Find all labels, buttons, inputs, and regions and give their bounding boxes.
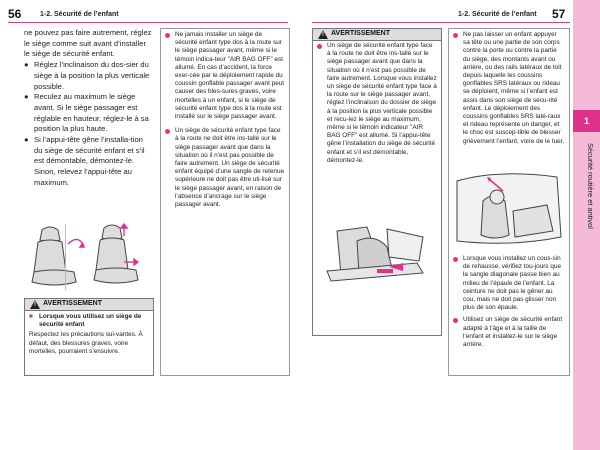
child-seat-illustration	[317, 223, 435, 285]
bullet-dot-icon	[453, 33, 458, 38]
warning-box-left	[24, 298, 154, 376]
warning-subhead: ■ Lorsque vous utilisez un siège de sécurité enfant	[29, 313, 142, 329]
child-airbag-illustration	[453, 171, 565, 251]
bullet-dot-icon: ●	[24, 135, 29, 145]
warning-continued-right	[448, 28, 570, 376]
bullet-dot-icon	[317, 44, 322, 49]
list-item: Lorsque vous installez un cous-sin de rehausse, vérifiez tou-jours que la sangle diagonale passe bien au milieu de l’épaule de l’enfant. La ceinture ne doit pas le gêner au cou, mais ne doit pas glisser non plus de son épaule.	[453, 255, 565, 312]
list-item: Un siège de sécurité enfant type face à la route ne doit être ins-tallé sur le siège passager avant que dans la situation où il n’est pas possible de faire autrement. Un siège de sécurité enfant équipé d’une sangle de retenue supérieure ne doit pas être uti-lisé sur le siège passager avant, en raison de l’absence d’ancrage sur le siège passager avant.	[165, 127, 285, 209]
page-number-right: 57	[552, 7, 566, 21]
warning-continued-left	[160, 28, 290, 376]
intro-text: ne pouvez pas faire autrement, réglez le siège comme suit avant d’installer le siège de sécurité enfant.	[24, 28, 152, 59]
page-number-left: 56	[8, 7, 22, 21]
list-item: ● Si l’appui-tête gêne l’installa-tion du siège de sécurité enfant et s’il est démontable, démontez-le. Sinon, relevez l’appui-tête au maximum.	[24, 135, 145, 187]
list-item: ● Reculez au maximum le siège avant. Si le siège passager est réglable en hauteur, réglez-le à sa position la plus haute.	[24, 92, 149, 134]
warning-header: ! AVERTISSEMENT	[25, 299, 153, 311]
side-section-label: Sécurité routière et antivol	[586, 143, 595, 229]
list-item: Ne jamais installer un siège de sécurité enfant type dos à la route sur le siège passager avant, même si le témoin indica-teur "AIR BAG OFF" est allumé. En cas d’accident, la force exer-cée par le déploiement rapide du coussin gonflable passager avant peut causer des bles-sures graves, voire mortelles à un enfant, si le siège de sécurité enfant type dos à la route est installé sur le siège passager avant.	[165, 31, 285, 121]
chapter-title-left: 1-2. Sécurité de l’enfant	[40, 11, 119, 18]
bullet-dot-icon	[453, 257, 458, 262]
bullet-dot-icon	[453, 318, 458, 323]
chapter-title-right: 1-2. Sécurité de l’enfant	[458, 11, 537, 18]
left-column-1	[24, 28, 152, 189]
list-item: ● Réglez l’inclinaison du dos-sier du siège à la position la plus verticale possible.	[24, 60, 150, 91]
bullet-dot-icon	[165, 33, 170, 38]
warning-icon: !	[318, 30, 328, 39]
bullet-dot-icon: ●	[24, 92, 29, 102]
chapter-tab-number: 1	[573, 110, 600, 132]
list-item: Ne pas laisser un enfant appuyer sa tête ou une partie de son corps contre la porte ou contre la partie du siège, des montants avant ou arrière, ou des rails latéraux de toit depuis laquelle les coussins gonflables SRS latéraux ou rideau se déploient, même si l’enfant est assis dans son siège de sécu-rité enfant. Le déploiement des coussins gonflables SRS laté-raux et rideau représente un danger, et le choc est suscep-tible de blesser grièvement l’enfant, voire de le tuer.	[453, 31, 565, 146]
list-item: Utilisez un siège de sécurité enfant adapté à l’âge et à la taille de l’enfant et installez-le sur le siège arrière.	[453, 316, 565, 349]
warning-icon: !	[30, 300, 40, 309]
warning-text: Respectez les précautions sui-vantes. À défaut, des blessures graves, voire mortelles, pourraient s’ensuivre.	[29, 331, 143, 355]
warning-box-right	[312, 28, 442, 336]
list-item: Un siège de sécurité enfant type face à la route ne doit être ins-tallé sur le siège passager avant que dans la situation où il n’est pas possible de faire autrement. Lorsque vous installez un siège de sécurité enfant type face à la route sur le siège passager avant, réglez l’inclinaison du dossier de siège à la position la plus verticale possible et recu-lez le siège au maximum, même si le témoin indicateur "AIR BAG OFF" est allumé. Si l’appui-tête gêne l’installation du siège de sécurité enfant et s’il est démontable, démontez-le.	[317, 42, 437, 165]
bullet-dot-icon: ●	[24, 60, 29, 70]
bullet-dot-icon	[165, 129, 170, 134]
bullet-square-icon: ■	[29, 313, 33, 320]
warning-header: ! AVERTISSEMENT	[313, 29, 441, 41]
seat-illustration	[24, 222, 152, 292]
